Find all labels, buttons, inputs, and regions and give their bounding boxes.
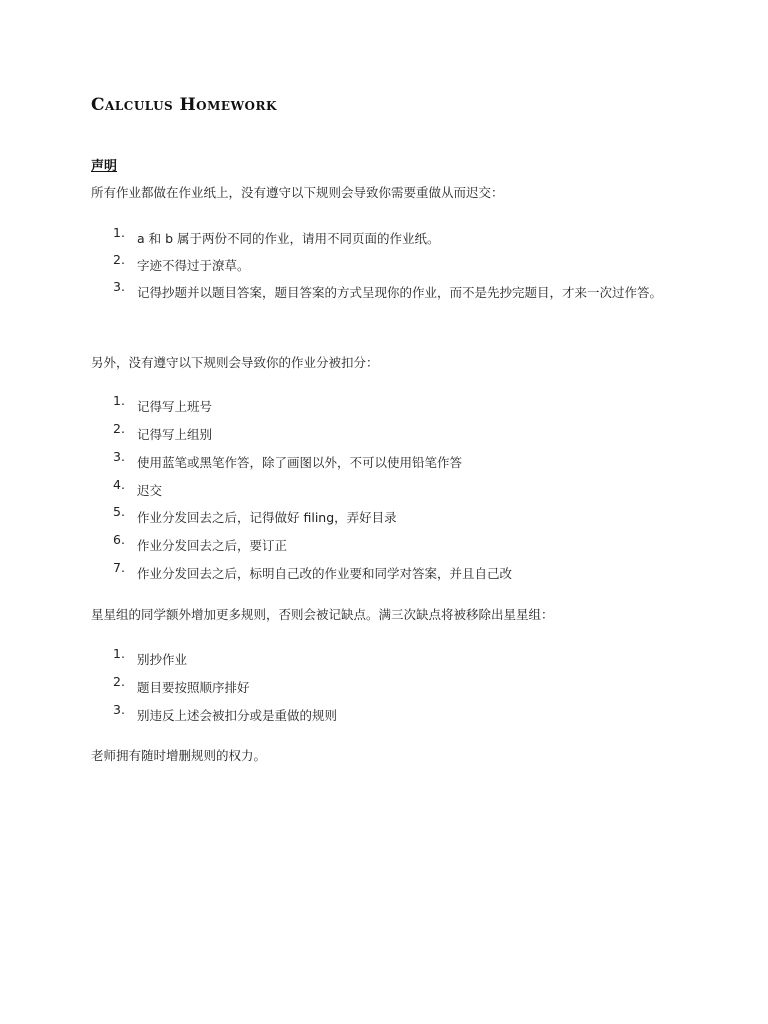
list-text: 字迹不得过于潦草。 [137, 258, 250, 273]
list-text: 使用蓝笔或黑笔作答，除了画图以外，不可以使用铅笔作答 [137, 455, 463, 470]
closing-paragraph: 老师拥有随时增删规则的权力。 [91, 748, 267, 763]
list-number: 1. [113, 646, 125, 661]
list-text: 迟交 [137, 483, 163, 498]
list-number: 2. [113, 252, 125, 267]
list-text: a 和 b 属于两份不同的作业，请用不同页面的作业纸。 [137, 231, 440, 246]
list-text: 别抄作业 [137, 652, 188, 667]
section-heading: 声明 [91, 159, 118, 174]
list-number: 1. [113, 225, 125, 240]
list-text: 记得写上班号 [137, 399, 213, 414]
star-group-paragraph: 星星组的同学额外增加更多规则，否则会被记缺点。满三次缺点将被移除出星星组： [91, 607, 554, 622]
list-number: 2. [113, 674, 125, 689]
list-text: 题目要按照顺序排好 [137, 680, 250, 695]
list-text: 作业分发回去之后，记得做好 filing，弄好目录 [137, 510, 397, 525]
list-text: 记得写上组别 [137, 427, 213, 442]
list-text: 记得抄题并以题目答案，题目答案的方式呈现你的作业，而不是先抄完题目，才来一次过作答。 [137, 285, 663, 300]
list-text: 作业分发回去之后，要订正 [137, 538, 288, 553]
intro-paragraph: 所有作业都做在作业纸上，没有遵守以下规则会导致你需要重做从而迟交： [91, 185, 504, 200]
list-number: 6. [113, 532, 125, 547]
list-text: 别违反上述会被扣分或是重做的规则 [137, 708, 338, 723]
list-number: 5. [113, 504, 125, 519]
list-number: 1. [113, 393, 125, 408]
list-number: 3. [113, 702, 125, 717]
document-title: Calculus Homework [91, 95, 277, 115]
list-number: 3. [113, 449, 125, 464]
deduction-paragraph: 另外，没有遵守以下规则会导致你的作业分被扣分： [91, 355, 379, 370]
list-text: 作业分发回去之后，标明自己改的作业要和同学对答案，并且自己改 [137, 566, 513, 581]
list-number: 3. [113, 279, 125, 294]
list-number: 2. [113, 421, 125, 436]
list-number: 4. [113, 477, 125, 492]
list-number: 7. [113, 560, 125, 575]
